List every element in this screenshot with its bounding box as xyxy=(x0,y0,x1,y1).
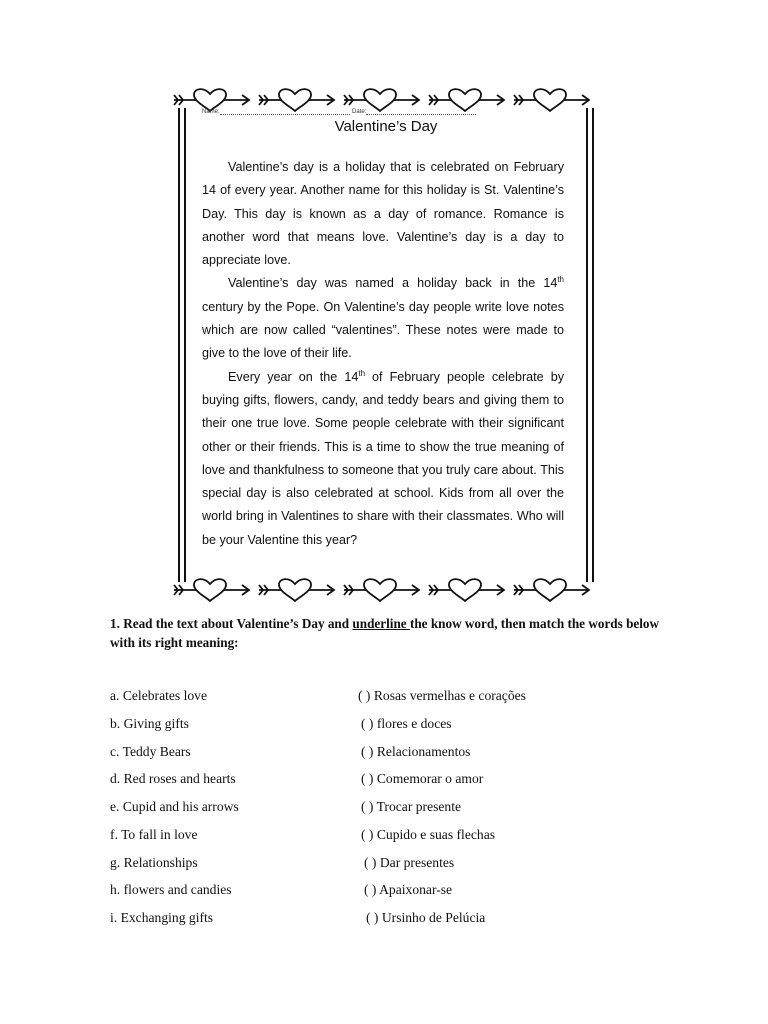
reading-passage xyxy=(202,156,564,552)
heart-arrow-icon xyxy=(174,579,249,601)
match-row xyxy=(0,827,768,847)
instruction-text: the know word, then match the words below with its right meaning: xyxy=(110,616,660,650)
match-term: g. Relationships xyxy=(110,855,198,870)
instruction-underlined-text: underline xyxy=(352,616,410,631)
match-meaning: ( ) Relacionamentos xyxy=(361,744,471,759)
match-row xyxy=(0,716,768,736)
match-meaning: ( ) Ursinho de Pelúcia xyxy=(366,910,486,925)
paragraph-text: century by the Pope. On Valentine’s day people write love notes which are now called “valentines”. These notes were made to give to the love of their life. xyxy=(202,299,564,361)
paragraph-text: Valentine’s day was named a holiday back in the 14 xyxy=(228,276,558,291)
heart-arrow-icon xyxy=(514,579,589,601)
match-term: i. Exchanging gifts xyxy=(110,910,214,925)
passage-paragraph xyxy=(202,156,564,272)
match-row xyxy=(0,771,768,791)
exercise-instruction xyxy=(110,614,670,652)
date-label: Date: xyxy=(352,109,367,115)
heart-arrow-border-svg xyxy=(168,574,604,606)
heart-arrow-icon xyxy=(429,579,504,601)
passage-paragraph xyxy=(202,272,564,365)
paragraph-text: Valentine’s day is a holiday that is celebrated on February 14 of every year. Another name for this holiday is St. Valentine’s Day. This day is known as a day of romance. Romance is another word that means love. Valentine’s day is a day to appreciate love. xyxy=(202,160,564,268)
match-meaning: ( ) flores e doces xyxy=(361,716,452,731)
match-meaning: ( ) Apaixonar-se xyxy=(364,882,453,897)
match-meaning: ( ) Comemorar o amor xyxy=(361,771,484,786)
match-term: h. flowers and candies xyxy=(110,882,232,897)
date-blank xyxy=(366,114,476,115)
ordinal-suffix: th xyxy=(557,275,564,285)
match-term: c. Teddy Bears xyxy=(110,744,191,759)
worksheet-title: Valentine’s Day xyxy=(334,118,438,135)
match-meaning: ( ) Cupido e suas flechas xyxy=(361,827,496,842)
match-term: b. Giving gifts xyxy=(110,716,189,731)
border-left-line xyxy=(178,108,180,582)
ordinal-suffix: th xyxy=(358,368,366,378)
name-field xyxy=(202,109,350,115)
match-row xyxy=(0,688,768,708)
worksheet-frame xyxy=(168,84,604,608)
match-term: e. Cupid and his arrows xyxy=(110,799,239,814)
match-term: f. To fall in love xyxy=(110,827,198,842)
match-row xyxy=(0,799,768,819)
match-meaning: ( ) Dar presentes xyxy=(364,855,455,870)
border-left-line xyxy=(184,108,186,582)
border-right-line xyxy=(586,108,588,582)
match-row xyxy=(0,744,768,764)
instruction-text: 1. Read the text about Valentine’s Day and xyxy=(110,616,353,631)
match-meaning: ( ) Rosas vermelhas e corações xyxy=(358,688,526,703)
match-row xyxy=(0,855,768,875)
match-row xyxy=(0,910,768,930)
heart-arrow-icon xyxy=(514,89,589,111)
match-term: d. Red roses and hearts xyxy=(110,771,236,786)
passage-paragraph xyxy=(202,366,564,552)
paragraph-text: Every year on the 14 xyxy=(228,369,359,384)
match-row xyxy=(0,882,768,902)
heart-arrow-icon xyxy=(344,579,419,601)
heart-arrow-icon xyxy=(259,579,334,601)
heart-arrow-border-bottom xyxy=(168,574,604,606)
heart-arrow-icon xyxy=(344,89,419,111)
heart-arrow-icon xyxy=(429,89,504,111)
match-term: a. Celebrates love xyxy=(110,688,208,703)
name-label: Name: xyxy=(202,109,220,115)
date-field xyxy=(352,109,476,115)
paragraph-text: of February people celebrate by buying gifts, flowers, candy, and teddy bears and giving them to their one true love. Some people celebrate with their significant other or their friends. This is a time to show the true meaning of love and thankfulness to someone that you truly care about. This special day is also celebrated at school. Kids from all over the world bring in Valentines to share with their classmates. Who will be your Valentine this year? xyxy=(202,369,564,547)
heart-arrow-icon xyxy=(259,89,334,111)
name-blank xyxy=(220,114,350,115)
match-meaning: ( ) Trocar presente xyxy=(361,799,462,814)
border-right-line xyxy=(592,108,594,582)
